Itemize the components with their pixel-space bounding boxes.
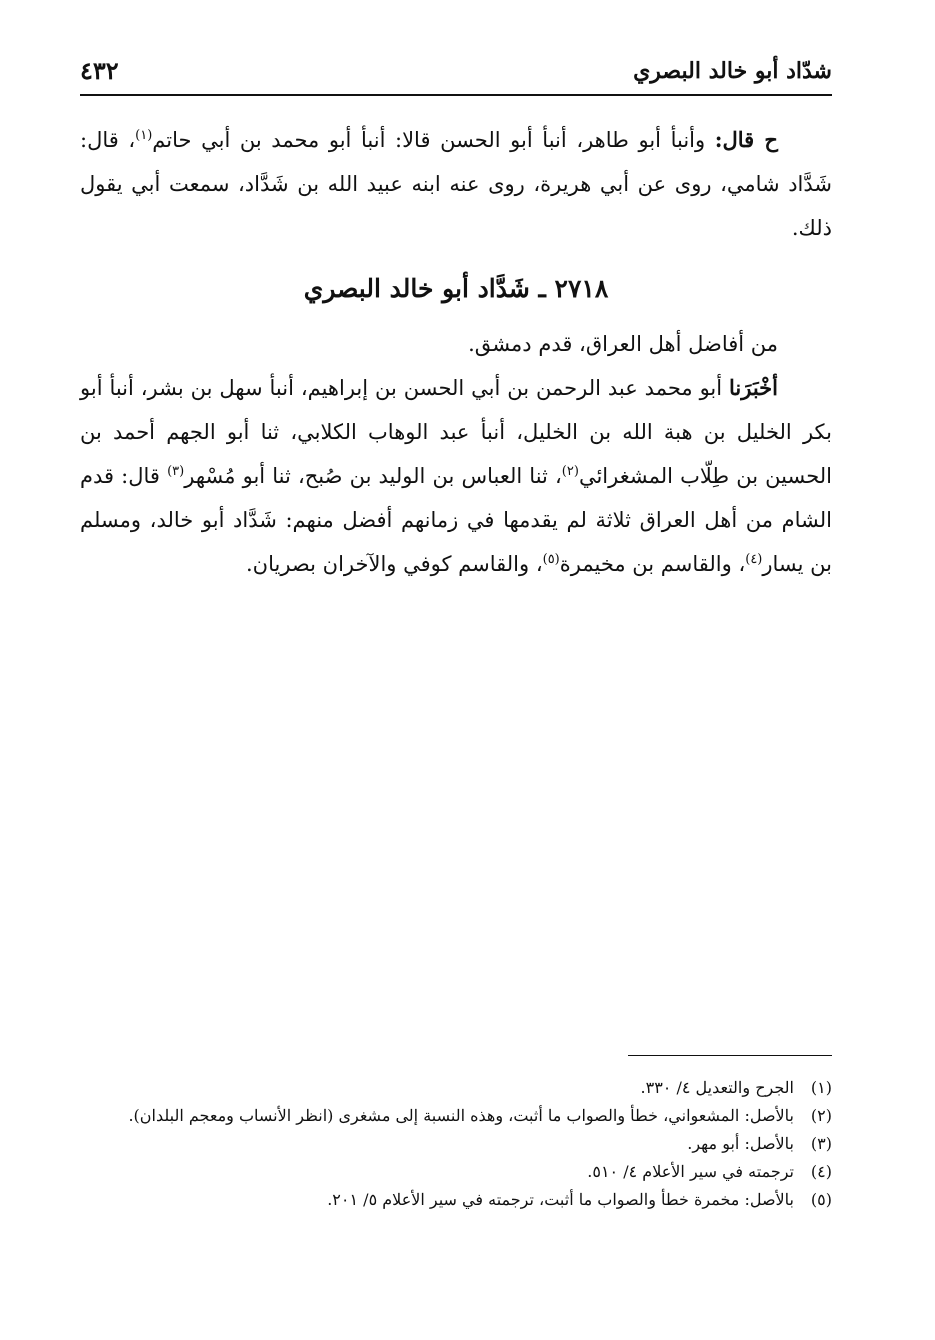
paragraph-3	[80, 366, 832, 586]
page-number: ٤٣٢	[80, 56, 119, 85]
paragraph-3-text-e: ، والقاسم كوفي والآخران بصريان.	[246, 552, 543, 576]
footnote-text: الجرح والتعديل ٤/ ٣٣٠.	[640, 1078, 794, 1097]
footnote-ref-4: (٤)	[745, 552, 763, 567]
footnote-text: بالأصل: المشعواني، خطأ والصواب ما أثبت، وهذه النسبة إلى مشغرى (انظر الأنساب ومعجم البلدان).	[128, 1106, 794, 1125]
paragraph-1-lead: ح قال:	[714, 127, 778, 152]
running-header	[80, 52, 832, 92]
footnote-ref-1: (١)	[135, 128, 153, 143]
footnote-text: ترجمته في سير الأعلام ٤/ ٥١٠.	[587, 1162, 794, 1181]
paragraph-3-text-c: قال: قدم الشام من أهل العراق ثلاثة لم يقدمها في زمانهم أفضل منهم: شَدَّاد أبو خالد، ومسلم بن يسار	[80, 464, 832, 576]
footnotes	[80, 1074, 832, 1214]
footnote-ref-2: (٢)	[561, 464, 579, 479]
paragraph-1-text-a: وأنبأ أبو طاهر، أنبأ أبو الحسن قالا: أنبأ أبو محمد بن أبي حاتم	[152, 128, 715, 152]
running-title: شدّاد أبو خالد البصري	[633, 58, 832, 84]
footnote-separator	[628, 1055, 832, 1056]
footnote-number: (٣)	[810, 1134, 832, 1153]
footnote-ref-5: (٥)	[542, 552, 560, 567]
paragraph-2: من أفاضل أهل العراق، قدم دمشق.	[468, 332, 778, 356]
entry-title: ٢٧١٨ ـ شَدَّاد أبو خالد البصري	[303, 274, 609, 303]
footnote-ref-3: (٣)	[167, 464, 185, 479]
footnote-text: بالأصل: أبو مهر.	[687, 1134, 794, 1153]
footnote-number: (٥)	[810, 1190, 832, 1209]
footnote-5	[80, 1186, 832, 1214]
paragraph-3-text-a: أبو محمد عبد الرحمن بن أبي الحسن بن إبراهيم، أنبأ سهل بن بشر، أنبأ أبو بكر الخليل بن هبة الله بن الخليل، أنبأ عبد الوهاب الكلابي، ثنا أبو الجهم أحمد بن الحسين بن طِلّاب المشغرائي	[80, 376, 833, 488]
paragraph-1-text-b: ، قال: شَدَّاد شامي، روى عن أبي هريرة، روى عنه ابنه عبيد الله بن شَدَّاد، سمعت أبي يقول ذلك.	[80, 128, 832, 240]
footnote-number: (٤)	[810, 1162, 832, 1181]
footnote-1	[80, 1074, 832, 1102]
header-rule	[80, 94, 832, 96]
paragraph-1	[80, 118, 832, 250]
paragraph-3-lead: أخْبَرَنا	[729, 375, 778, 400]
footnote-2	[80, 1102, 832, 1130]
paragraph-3-text-b: ، ثنا العباس بن الوليد بن صُبح، ثنا أبو مُسْهر	[184, 464, 562, 488]
footnote-text: بالأصل: مخمرة خطأ والصواب ما أثبت، ترجمته في سير الأعلام ٥/ ٢٠١.	[327, 1190, 794, 1209]
footnote-number: (٢)	[810, 1106, 832, 1125]
paragraph-3-text-d: ، والقاسم بن مخيمرة	[559, 552, 746, 576]
footnote-3	[80, 1130, 832, 1158]
footnote-number: (١)	[810, 1078, 832, 1097]
footnote-4	[80, 1158, 832, 1186]
main-text	[80, 118, 832, 586]
